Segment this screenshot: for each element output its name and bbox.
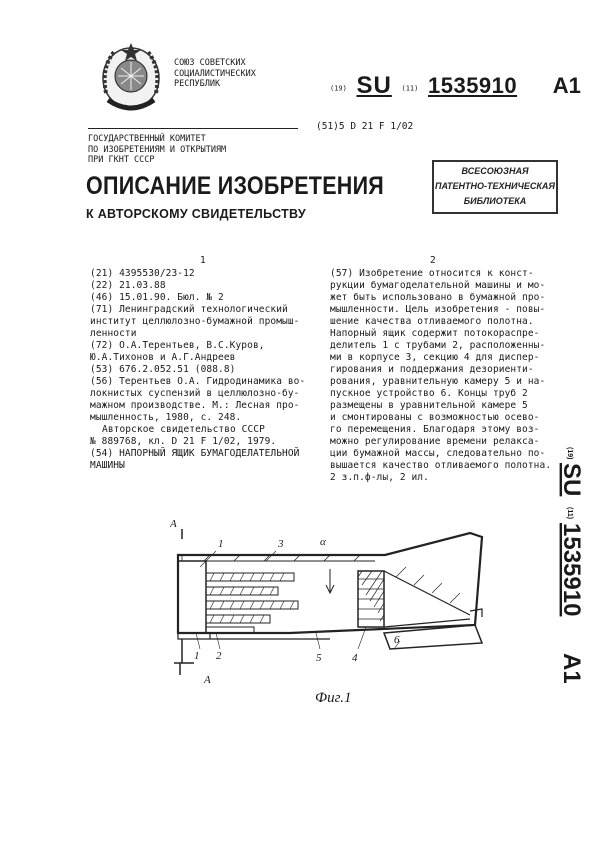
- biblio-line: Ю.А.Тихонов и А.Г.Андреев: [90, 352, 236, 363]
- side-prefix-19: (19): [566, 447, 573, 460]
- abstract-line: шение качества отливаемого полотна.: [330, 316, 534, 327]
- prefix-11: (11): [401, 84, 419, 93]
- divider: [88, 128, 298, 129]
- abstract-line: и смонтированы с возможностью осево-: [330, 412, 540, 423]
- side-kind: A1: [558, 653, 585, 684]
- abstract-line: го перемещения. Благодаря этому воз-: [330, 424, 540, 435]
- biblio-line: (53) 676.2.052.51 (088.8): [90, 364, 236, 375]
- label-5: 5: [316, 652, 322, 664]
- column-number-right: 2: [430, 255, 436, 266]
- label-6: 6: [394, 634, 400, 646]
- biblio-line: (71) Ленинградский технологический: [90, 304, 288, 315]
- biblio-line: (46) 15.01.90. Бюл. № 2: [90, 292, 224, 303]
- library-stamp: [432, 160, 558, 214]
- abstract-line: пускное устройство 6. Концы труб 2: [330, 388, 528, 399]
- label-4: 4: [352, 652, 358, 664]
- abstract-line: можно регулирование времени релакса-: [330, 436, 540, 447]
- abstract-line: размещены в уравнительной камере 5: [330, 400, 528, 411]
- stamp-line: БИБЛИОТЕКА: [463, 196, 527, 206]
- biblio-line: № 889768, кл. D 21 F 1/02, 1979.: [90, 436, 277, 447]
- side-marking: [556, 445, 604, 695]
- figure-caption: Фиг.1: [315, 690, 352, 706]
- label-a-bottom: А: [204, 674, 211, 686]
- union-line: РЕСПУБЛИК: [174, 79, 221, 89]
- biblio-line: мышленность, 1980, с. 248.: [90, 412, 242, 423]
- abstract-line: (57) Изобретение относится к конст-: [330, 268, 534, 279]
- ipc-classification: (51)5 D 21 F 1/02: [316, 121, 414, 132]
- side-country: SU: [558, 463, 585, 497]
- union-line: СОЮЗ СОВЕТСКИХ: [174, 58, 246, 68]
- label-1-top: 1: [218, 538, 224, 550]
- abstract-line: Напорный ящик содержит потокораспре-: [330, 328, 540, 339]
- biblio-line: (22) 21.03.88: [90, 280, 166, 291]
- headbox-drawing: [170, 515, 510, 690]
- biblio-line: ленности: [90, 328, 137, 339]
- committee-name: [88, 134, 226, 166]
- committee-line: ПО ИЗОБРЕТЕНИЯМ И ОТКРЫТИЯМ: [88, 144, 227, 155]
- prefix-19: (19): [330, 84, 347, 93]
- column-number-left: 1: [200, 255, 206, 266]
- label-1-bottom: 1: [194, 650, 200, 662]
- biblio-line: Авторское свидетельство СССР: [102, 424, 265, 435]
- biblio-line: (21) 4395530/23-12: [90, 268, 195, 279]
- biblio-line: мажном производстве. М.: Лесная про-: [90, 400, 300, 411]
- kind-code: A1: [552, 73, 581, 98]
- abstract-line: гирования и поддержания дезориенти-: [330, 364, 534, 375]
- abstract-line: жет быть использовано в бумажной про-: [330, 292, 546, 303]
- abstract-line: ции бумажной массы, следовательно по-: [330, 448, 546, 459]
- abstract-line: 2 з.п.ф-лы, 2 ил.: [330, 472, 429, 483]
- committee-line: ПРИ ГКНТ СССР: [88, 155, 155, 165]
- label-2: 2: [216, 650, 222, 662]
- side-prefix-11: (11): [566, 507, 573, 520]
- stamp-line: ПАТЕНТНО-ТЕХНИЧЕСКАЯ: [434, 181, 555, 191]
- abstract-line: рукции бумагоделательной машины и мо-: [330, 280, 546, 291]
- biblio-line: локнистых суспензий в целлюлозно-бу-: [90, 388, 300, 399]
- biblio-line: (56) Терентьев О.А. Гидродинамика во-: [90, 376, 306, 387]
- biblio-line: МАШИНЫ: [90, 460, 125, 471]
- country-code: SU: [356, 72, 392, 99]
- abstract-line: рования, уравнительную камеру 5 и на-: [330, 376, 546, 387]
- abstract-line: мышленности. Цель изобретения - повы-: [330, 304, 546, 315]
- label-3: 3: [278, 538, 284, 550]
- document-subtitle: К АВТОРСКОМУ СВИДЕТЕЛЬСТВУ: [86, 207, 306, 221]
- label-angle: α: [320, 536, 326, 548]
- bibliographic-data: [90, 268, 315, 472]
- patent-number: 1535910: [427, 73, 518, 98]
- side-number: 1535910: [558, 523, 585, 617]
- committee-line: ГОСУДАРСТВЕННЫЙ КОМИТЕТ: [88, 134, 206, 144]
- document-title: ОПИСАНИЕ ИЗОБРЕТЕНИЯ: [86, 172, 385, 200]
- union-name: [174, 58, 256, 90]
- abstract-line: ми в корпусе 3, секцию 4 для диспер-: [330, 352, 540, 363]
- ussr-emblem-icon: [96, 38, 166, 116]
- label-a-top: А: [170, 518, 177, 530]
- union-line: СОЦИАЛИСТИЧЕСКИХ: [174, 68, 256, 79]
- abstract: [330, 268, 565, 484]
- stamp-line: ВСЕСОЮЗНАЯ: [461, 166, 529, 176]
- publication-number: [330, 72, 581, 100]
- abstract-line: делитель 1 с трубами 2, расположенны-: [330, 340, 546, 351]
- biblio-line: институт целлюлозно-бумажной промыш-: [90, 316, 300, 327]
- abstract-line: вышается качество отливаемого полотна.: [330, 460, 552, 471]
- biblio-line: (54) НАПОРНЫЙ ЯЩИК БУМАГОДЕЛАТЕЛЬНОЙ: [90, 448, 300, 459]
- biblio-line: (72) О.А.Терентьев, В.С.Куров,: [90, 340, 265, 351]
